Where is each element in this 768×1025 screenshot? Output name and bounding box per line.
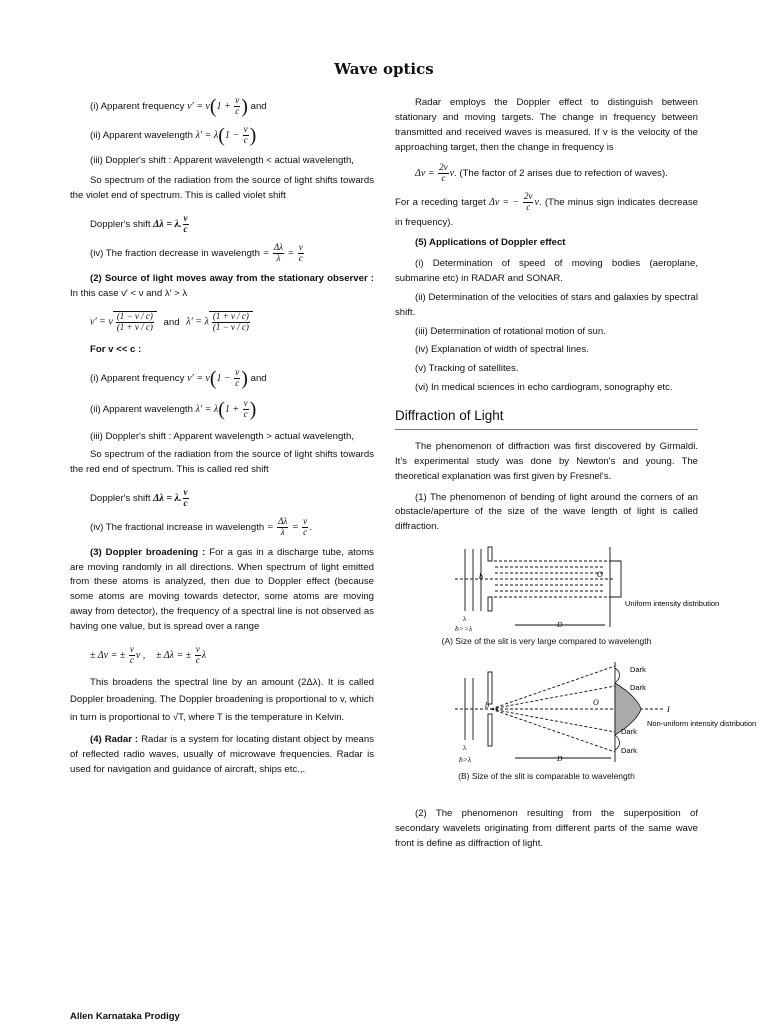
fig-b-dark-3: Dark — [621, 727, 637, 737]
fig-a-o: O — [597, 570, 603, 580]
apparent-wavelength-line-2: (ii) Apparent wavelength λ′ = λ(1 + $\frac{v}{c}$ ) — [90, 397, 257, 421]
fig-b-d: D — [557, 754, 563, 764]
receding-formula: ν′ = ν $\frac{(1 - v / c)}{(1 + v / c)}$ and λ′ = λ $\frac{(1 + v / c)}{(1 - v / c)}$ — [90, 311, 374, 333]
broadening-formula: ± Δν = ± $\frac{v}{c}$ ν , ± Δλ = ± $\frac{v}{c}$ λ — [90, 643, 207, 665]
fig-b-label: Non-uniform intensity distribution — [647, 719, 757, 729]
receding-target-para: For a receding target Δν = − $\frac{2v}{c}$ ν. (The minus sign indicates decrease in frequency). — [395, 191, 698, 229]
fig-b-dark-1: Dark — [630, 665, 646, 675]
dopplers-shift-formula-2: Doppler's shift Δλ = λ. $\frac{v}{c}$ — [90, 487, 188, 509]
diffraction-figure-a — [425, 543, 720, 635]
application-6: (vi) In medical sciences in echo cardiogram, sonography etc. — [415, 382, 673, 394]
fraction-decrease-line: (iv) The fraction decrease in wavelength = $\frac{\Delta\lambda}{\lambda}$ = $\frac{v}{c}$ — [90, 241, 303, 263]
diffraction-definition-para: (1) The phenomenon of bending of light around the corners of an obstacle/aperture of the size of the wave length of light is called diffraction. — [395, 491, 698, 533]
fig-a-b: b — [479, 572, 483, 582]
fig-b-i: I — [667, 705, 670, 715]
diffraction-figure-b — [425, 658, 757, 770]
fraction-increase-line: (iv) The fractional increase in wavelength = $\frac{\Delta\lambda}{\lambda}$ = $\frac{v}{c}$ . — [90, 515, 312, 537]
fig-b-lambda: λ — [463, 744, 467, 753]
application-1: (i) Determination of speed of moving bodies (aeroplane, submarine etc) in RADAR and SONAR. — [395, 258, 698, 285]
figure-b-caption: (B) Size of the slit is comparable to wavelength — [458, 771, 635, 782]
fig-b-b: b — [485, 701, 489, 711]
fig-a-d: D — [557, 620, 563, 630]
fig-a-condition: b>>λ — [455, 624, 473, 634]
section-2-para: (2) Source of light moves away from the stationary observer : In this case ν′ < ν and λ′ > λ — [70, 272, 374, 299]
application-5: (v) Tracking of satellites. — [415, 363, 519, 375]
red-shift-para: So spectrum of the radiation from the source of light shifts towards the red end of spectrum. This is called red shift — [70, 449, 374, 476]
radar-para: Radar employs the Doppler effect to distinguish between stationary and moving targets. The change in frequency between transmitted and received waves is measured. If v is the velocity of the approaching target, then the change in frequency is — [395, 97, 698, 153]
apparent-frequency-line: (i) Apparent frequency ν′ = ν(1 + $\frac{v}{c}$ ) and — [90, 95, 267, 118]
fig-b-condition: b>λ — [459, 755, 472, 765]
fig-b-dark-4: Dark — [621, 746, 637, 756]
approaching-formula: Δν = $\frac{2v}{c}$ ν. (The factor of 2 arises due to refection of waves). — [415, 162, 668, 184]
applications-heading: (5) Applications of Doppler effect — [415, 237, 566, 249]
dopplers-shift-line: (iii) Doppler's shift : Apparent wavelength < actual wavelength, — [90, 154, 354, 166]
superposition-para: (2) The phenomenon resulting from the superposition of secondary wavelets originating from different parts of the same wave front is define as diffraction of light. — [395, 808, 698, 850]
application-4: (iv) Explanation of width of spectral lines. — [415, 344, 589, 356]
apparent-wavelength-line: (ii) Apparent wavelength λ′ = λ(1 − $\frac{v}{c}$ ) — [90, 123, 257, 147]
fig-b-dark-2: Dark — [630, 683, 646, 693]
figure-a-caption: (A) Size of the slit is very large compared to wavelength — [441, 636, 652, 647]
section-4-para: (4) Radar : Radar is a system for locating distant object by means of reflected radio waves, usually of microwave frequencies. Radar is used for navigation and guidance of aircraft, ships etc.,. — [70, 733, 374, 775]
broadening-para: This broadens the spectral line by an amount (2Δλ). It is called Doppler broadening. The Doppler broadening is proportional to v, which in turn is proportional to √T, where T is the temperature in Kelvin. — [70, 676, 374, 724]
section-3-para: (3) Doppler broadening : For a gas in a discharge tube, atoms are moving randomly in all directions. When spectrum of light emitted from these atoms is analyzed, then due to Doppler effect (because some atoms are moving towards detector, some atoms are moving away from detector), the frequency of a spectral line is not observed as having one value, but is spread over a range — [70, 546, 374, 633]
diffraction-heading: Diffraction of Light — [395, 406, 698, 430]
left-column — [70, 96, 374, 777]
apparent-frequency-line-2: (i) Apparent frequency ν′ = ν(1 − $\frac{v}{c}$ ) and — [90, 367, 267, 390]
right-column — [395, 96, 757, 852]
diffraction-intro-para: The phenomenon of diffraction was first discovered by Girmaldi. It's experimental study was done by Newton's and young. The theoretical explanation was first given by Fresnel's. — [395, 440, 698, 482]
dopplers-shift-line-2: (iii) Doppler's shift : Apparent wavelength > actual wavelength, — [90, 430, 354, 442]
dopplers-shift-formula: Doppler's shift Δλ = λ. $\frac{v}{c}$ — [90, 213, 188, 235]
fig-b-o: O — [593, 698, 599, 708]
application-2: (ii) Determination of the velocities of stars and galaxies by spectral shift. — [395, 291, 698, 318]
for-v-heading: For v << c : — [90, 344, 142, 356]
violet-shift-para: So spectrum of the radiation from the source of light shifts towards the violet end of spectrum. This is called violet shift — [70, 175, 374, 202]
fig-a-label: Uniform intensity distribution — [625, 599, 720, 609]
fig-a-lambda: λ — [463, 615, 467, 624]
page-title: Wave optics — [334, 60, 434, 78]
application-3: (iii) Determination of rotational motion of sun. — [415, 325, 606, 337]
footer-text: Allen Karnataka Prodigy — [70, 1011, 180, 1022]
